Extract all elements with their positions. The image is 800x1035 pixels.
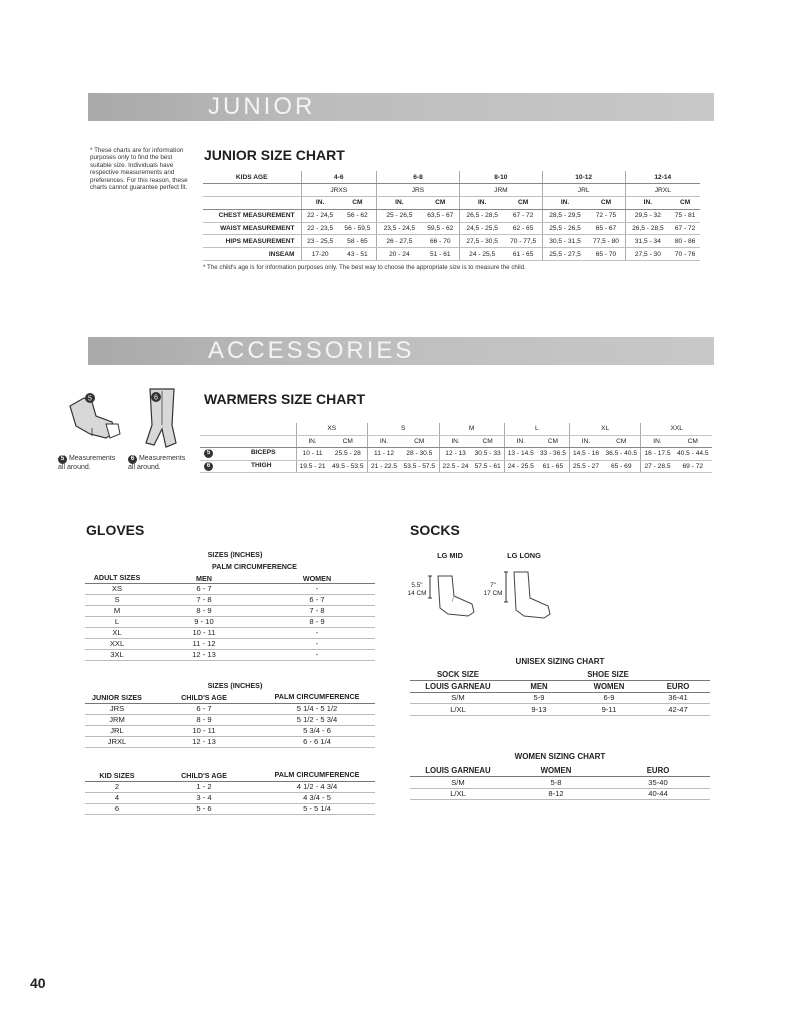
table-cell: 5 - 5 1/4 [259, 803, 375, 814]
measure-value: 26 - 27,5 [377, 235, 422, 248]
women-row [410, 777, 710, 789]
unisex-row [410, 704, 710, 716]
unit-cm: CM [422, 197, 460, 210]
long-height-cm: 17 CM [483, 590, 503, 597]
measure-value: 65 - 67 [587, 222, 625, 235]
table-cell: 6 - 7 [259, 594, 375, 605]
gloves-kid-row [85, 792, 375, 803]
measure-value: 24 - 25.5 [504, 460, 537, 472]
leg-warmer-icon [140, 385, 186, 451]
table-cell: S/M [410, 692, 506, 704]
measure-value: 62 - 65 [504, 222, 542, 235]
unisex-header [410, 681, 710, 693]
measure-value: 11 - 12 [368, 448, 401, 460]
measure-value: 33 - 36.5 [537, 448, 570, 460]
table-cell: 4 [85, 792, 149, 803]
measure-value: 27 - 28.5 [641, 460, 674, 472]
unit-cm: CM [674, 435, 712, 447]
measure-value: 36.5 - 40.5 [602, 448, 641, 460]
lg-mid-label: LG MID [437, 551, 463, 560]
table-cell: 5-9 [506, 692, 572, 704]
table-cell: 7 - 8 [149, 594, 259, 605]
measure-value: 26,5 - 28,5 [625, 222, 670, 235]
measure-value: 70 - 76 [670, 248, 700, 261]
size-cell: JRM [459, 184, 542, 197]
unit-in: IN. [504, 435, 537, 447]
mid-height [404, 582, 430, 598]
measure-label: HIPS MEASUREMENT [203, 235, 301, 248]
women-chart-caption: WOMEN SIZING CHART [514, 752, 606, 761]
table-cell: - [259, 638, 375, 649]
measure-value: 25.5 - 27 [569, 460, 602, 472]
col-childs-age: CHILD'S AGE [149, 770, 259, 781]
table-cell: JRL [85, 725, 149, 736]
measure-value: 28 - 30.5 [400, 448, 439, 460]
measure-value: 49.5 - 53.5 [329, 460, 368, 472]
measure-value: 58 - 65 [339, 235, 377, 248]
table-cell: 8 - 9 [259, 616, 375, 627]
table-cell: 8 - 9 [149, 714, 259, 725]
gloves-junior-row [85, 725, 375, 736]
gloves-adult-row [85, 638, 375, 649]
table-cell: 6-9 [572, 692, 646, 704]
measure-label [200, 460, 296, 472]
measure-value: 16 - 17.5 [641, 448, 674, 460]
measure-value: 23,5 - 24,5 [377, 222, 422, 235]
table-cell: - [259, 627, 375, 638]
table-cell: 9-11 [572, 704, 646, 716]
unit-in: IN. [439, 435, 472, 447]
table-cell: L [85, 616, 149, 627]
unit-in: IN. [368, 435, 401, 447]
unit-cm: CM [587, 197, 625, 210]
table-cell: 10 - 11 [149, 627, 259, 638]
col-palm-circumference: PALM CIRCUMFERENCE [259, 770, 375, 781]
junior-measure-row [203, 248, 700, 261]
measure-value: 51 - 61 [422, 248, 460, 261]
page-number: 40 [30, 975, 46, 991]
gloves-kid-rows [85, 781, 375, 814]
size-cell: JRS [377, 184, 460, 197]
table-cell: 4 3/4 - 5 [259, 792, 375, 803]
col-brand: LOUIS GARNEAU [410, 765, 506, 777]
kids-age-label: KIDS AGE [203, 171, 301, 184]
table-cell: 42-47 [646, 704, 710, 716]
warmers-chart-title: WARMERS SIZE CHART [204, 391, 365, 407]
unit-cm: CM [339, 197, 377, 210]
women-header [410, 765, 710, 777]
measure-value: 25.5 - 28 [329, 448, 368, 460]
age-cell: 12-14 [625, 171, 700, 184]
unisex-header-top [410, 669, 710, 681]
col-euro: EURO [606, 765, 710, 777]
measure-number-badge: 6 [204, 462, 213, 471]
junior-size-table [203, 171, 700, 261]
unisex-chart-caption: UNISEX SIZING CHART [515, 657, 605, 666]
measure-value: 40.5 - 44.5 [674, 448, 712, 460]
col-adult-sizes: ADULT SIZES [85, 572, 149, 583]
unit-cm: CM [602, 435, 641, 447]
age-cell: 6-8 [377, 171, 460, 184]
measure-value: 30,5 - 31,5 [542, 235, 587, 248]
col-women: WOMEN [506, 765, 606, 777]
socks-title: SOCKS [410, 522, 460, 538]
badge-6: 6 [128, 455, 137, 464]
junior-unit-row [203, 197, 700, 210]
size-cell: XL [569, 423, 641, 435]
measure-value: 61 - 65 [537, 460, 570, 472]
junior-age-row [203, 171, 700, 184]
col-men: MEN [149, 572, 259, 583]
table-cell: L/XL [410, 788, 506, 800]
measure-value: 77,5 - 80 [587, 235, 625, 248]
gloves-adult-table [85, 572, 375, 661]
gloves-junior-row [85, 703, 375, 714]
table-cell: 12 - 13 [149, 649, 259, 660]
measure-value: 56 - 59,5 [339, 222, 377, 235]
leg-measure-caption [128, 455, 194, 472]
measure-label-text: BICEPS [251, 449, 276, 457]
measure-value: 26,5 - 28,5 [459, 209, 504, 222]
junior-measure-rows [203, 209, 700, 260]
col-women: WOMEN [572, 681, 646, 693]
warmers-measure-rows [200, 448, 712, 473]
measure-value: 10 - 11 [296, 448, 329, 460]
measure-value: 30.5 - 33 [472, 448, 505, 460]
measure-value: 65 - 69 [602, 460, 641, 472]
measure-label-text: THIGH [251, 461, 272, 469]
women-rows [410, 777, 710, 800]
col-sock-size: SOCK SIZE [410, 669, 506, 681]
measure-value: 72 - 75 [587, 209, 625, 222]
measure-value: 13 - 14.5 [504, 448, 537, 460]
col-brand: LOUIS GARNEAU [410, 681, 506, 693]
gloves-junior-caption: SIZES (INCHES) [207, 681, 263, 690]
table-cell: 6 - 7 [149, 583, 259, 594]
size-cell: JRXL [625, 184, 700, 197]
warmers-measure-row [200, 448, 712, 460]
measure-number-badge: 5 [204, 449, 213, 458]
measure-value: 25 - 26,5 [377, 209, 422, 222]
table-cell: 5-8 [506, 777, 606, 789]
measure-value: 69 - 72 [674, 460, 712, 472]
measure-value: 28,5 - 29,5 [542, 209, 587, 222]
gloves-adult-row [85, 583, 375, 594]
accessories-banner [88, 337, 714, 365]
measure-value: 17-20 [301, 248, 339, 261]
table-cell: JRXL [85, 736, 149, 747]
gloves-adult-row [85, 649, 375, 660]
women-row [410, 788, 710, 800]
unit-cm: CM [329, 435, 368, 447]
junior-measure-row [203, 209, 700, 222]
lg-long-label: LG LONG [507, 551, 541, 560]
age-cell: 8-10 [459, 171, 542, 184]
age-cell: 4-6 [301, 171, 377, 184]
table-cell: 1 - 2 [149, 781, 259, 792]
col-palm-circumference: PALM CIRCUMFERENCE [259, 692, 375, 703]
unit-cm: CM [504, 197, 542, 210]
measure-value: 20 - 24 [377, 248, 422, 261]
gloves-adult-row [85, 627, 375, 638]
measure-value: 14.5 - 16 [569, 448, 602, 460]
table-cell: 9 - 10 [149, 616, 259, 627]
measure-value: 25,5 - 26,5 [542, 222, 587, 235]
col-junior-sizes: JUNIOR SIZES [85, 692, 149, 703]
table-cell: XS [85, 583, 149, 594]
measure-value: 23 - 25,5 [301, 235, 339, 248]
gloves-title: GLOVES [86, 522, 145, 538]
warmers-measure-row [200, 460, 712, 472]
table-cell: S [85, 594, 149, 605]
gloves-junior-row [85, 714, 375, 725]
measure-value: 21 - 22.5 [368, 460, 401, 472]
col-euro: EURO [646, 681, 710, 693]
measure-value: 24 - 25,5 [459, 248, 504, 261]
unit-in: IN. [641, 435, 674, 447]
table-cell: 40-44 [606, 788, 710, 800]
table-cell: 35-40 [606, 777, 710, 789]
measure-value: 65 - 70 [587, 248, 625, 261]
measure-value: 57.5 - 61 [472, 460, 505, 472]
table-cell: 3XL [85, 649, 149, 660]
warmers-size-row [200, 423, 712, 435]
badge-5: 5 [58, 455, 67, 464]
unit-in: IN. [301, 197, 339, 210]
unit-in: IN. [569, 435, 602, 447]
long-height [480, 582, 506, 598]
junior-chart-title: JUNIOR SIZE CHART [204, 147, 345, 163]
gloves-junior-table [85, 692, 375, 748]
leg-caption-text: Measurements all around. [128, 455, 186, 471]
measure-value: 75 - 81 [670, 209, 700, 222]
measure-value: 24,5 - 25,5 [459, 222, 504, 235]
col-men: MEN [506, 681, 572, 693]
size-cell: M [439, 423, 504, 435]
table-cell: S/M [410, 777, 506, 789]
measure-label: INSEAM [203, 248, 301, 261]
measure-value: 80 - 86 [670, 235, 700, 248]
table-cell: 8-12 [506, 788, 606, 800]
women-sizing-table [410, 765, 710, 800]
measure-value: 59,5 - 62 [422, 222, 460, 235]
measure-value: 61 - 65 [504, 248, 542, 261]
unit-in: IN. [296, 435, 329, 447]
gloves-junior-rows [85, 703, 375, 747]
table-cell: 11 - 12 [149, 638, 259, 649]
table-cell: 2 [85, 781, 149, 792]
measure-value: 12 - 13 [439, 448, 472, 460]
mid-height-cm: 14 CM [407, 590, 427, 597]
gloves-adult-caption: SIZES (INCHES) [207, 550, 263, 559]
measure-value: 70 - 77,5 [504, 235, 542, 248]
gloves-kid-row [85, 803, 375, 814]
unit-in: IN. [625, 197, 670, 210]
table-cell: 3 - 4 [149, 792, 259, 803]
measure-value: 22.5 - 24 [439, 460, 472, 472]
table-cell: 6 - 6 1/4 [259, 736, 375, 747]
gloves-adult-row [85, 594, 375, 605]
lg-long-sock-icon [504, 568, 556, 622]
measure-value: 25,5 - 27,5 [542, 248, 587, 261]
table-cell: 5 3/4 - 6 [259, 725, 375, 736]
junior-measure-row [203, 235, 700, 248]
unisex-sizing-table [410, 669, 710, 716]
size-cell: XS [296, 423, 368, 435]
col-shoe-size: SHOE SIZE [506, 669, 710, 681]
col-kid-sizes: KID SIZES [85, 770, 149, 781]
measure-value: 63,5 - 67 [422, 209, 460, 222]
measure-value: 67 - 72 [504, 209, 542, 222]
table-cell: 4 1/2 - 4 3/4 [259, 781, 375, 792]
measure-value: 27,5 - 30,5 [459, 235, 504, 248]
table-cell: 12 - 13 [149, 736, 259, 747]
gloves-adult-rows [85, 583, 375, 660]
table-cell: 36-41 [646, 692, 710, 704]
unit-in: IN. [542, 197, 587, 210]
table-cell: L/XL [410, 704, 506, 716]
table-cell: XXL [85, 638, 149, 649]
col-women: WOMEN [259, 572, 375, 583]
measure-label [200, 448, 296, 460]
table-cell: XL [85, 627, 149, 638]
measure-value: 43 - 51 [339, 248, 377, 261]
size-cell: L [504, 423, 569, 435]
age-cell: 10-12 [542, 171, 625, 184]
measure-value: 22 - 24,5 [301, 209, 339, 222]
measure-value: 19.5 - 21 [296, 460, 329, 472]
arm-warmer-icon [62, 388, 124, 446]
table-cell: - [259, 583, 375, 594]
warmers-size-table [200, 423, 712, 473]
table-cell: JRS [85, 703, 149, 714]
table-cell: 8 - 9 [149, 605, 259, 616]
arm-measure-caption [58, 455, 122, 472]
gloves-junior-row [85, 736, 375, 747]
measure-label: CHEST MEASUREMENT [203, 209, 301, 222]
size-cell: JRL [542, 184, 625, 197]
measure-value: 67 - 72 [670, 222, 700, 235]
junior-banner-text: JUNIOR [208, 93, 316, 120]
table-cell: 5 1/4 - 5 1/2 [259, 703, 375, 714]
long-height-in: 7" [490, 582, 496, 589]
svg-text:6: 6 [154, 394, 158, 402]
table-cell: M [85, 605, 149, 616]
unit-cm: CM [670, 197, 700, 210]
unit-cm: CM [472, 435, 505, 447]
size-cell: S [368, 423, 440, 435]
measure-label: WAIST MEASUREMENT [203, 222, 301, 235]
unit-cm: CM [400, 435, 439, 447]
gloves-junior-header [85, 692, 375, 703]
measure-value: 66 - 70 [422, 235, 460, 248]
table-cell: 7 - 8 [259, 605, 375, 616]
table-cell: 10 - 11 [149, 725, 259, 736]
unisex-rows [410, 692, 710, 715]
unit-in: IN. [377, 197, 422, 210]
warmers-unit-row [200, 435, 712, 447]
measure-value: 22 - 23,5 [301, 222, 339, 235]
svg-text:5: 5 [88, 395, 92, 403]
side-note: * These charts are for information purposes only to find the best suitable size. Individuals have respective measurements and preferences. For this reason, these charts cannot guarantee perfect fit. [90, 147, 188, 192]
table-cell: JRM [85, 714, 149, 725]
unisex-row [410, 692, 710, 704]
table-cell: 5 1/2 - 5 3/4 [259, 714, 375, 725]
measure-value: 56 - 62 [339, 209, 377, 222]
gloves-kid-table [85, 770, 375, 815]
lg-mid-sock-icon [428, 572, 480, 622]
size-cell: XXL [641, 423, 712, 435]
measure-value: 53.5 - 57.5 [400, 460, 439, 472]
junior-size-row [203, 184, 700, 197]
table-cell: - [259, 649, 375, 660]
size-cell: JRXS [301, 184, 377, 197]
measure-value: 27,5 - 30 [625, 248, 670, 261]
gloves-adult-row [85, 605, 375, 616]
col-childs-age: CHILD'S AGE [149, 692, 259, 703]
gloves-adult-subcaption: PALM CIRCUMFERENCE [212, 562, 297, 571]
measure-value: 31,5 - 34 [625, 235, 670, 248]
mid-height-in: 5.5" [411, 582, 423, 589]
measure-value: 29,5 - 32 [625, 209, 670, 222]
gloves-kid-row [85, 781, 375, 792]
arm-caption-text: Measurements all around. [58, 455, 116, 471]
table-cell: 6 - 7 [149, 703, 259, 714]
accessories-banner-text: ACCESSORIES [208, 337, 415, 364]
junior-measure-row [203, 222, 700, 235]
gloves-kid-header [85, 770, 375, 781]
table-cell: 6 [85, 803, 149, 814]
unit-in: IN. [459, 197, 504, 210]
gloves-adult-header [85, 572, 375, 583]
gloves-adult-row [85, 616, 375, 627]
table-cell: 5 - 6 [149, 803, 259, 814]
unit-cm: CM [537, 435, 570, 447]
junior-banner [88, 93, 714, 121]
table-cell: 9-13 [506, 704, 572, 716]
junior-footnote: * The child's age is for information purposes only. The best way to choose the appropriate size is to measure the child. [203, 264, 526, 271]
